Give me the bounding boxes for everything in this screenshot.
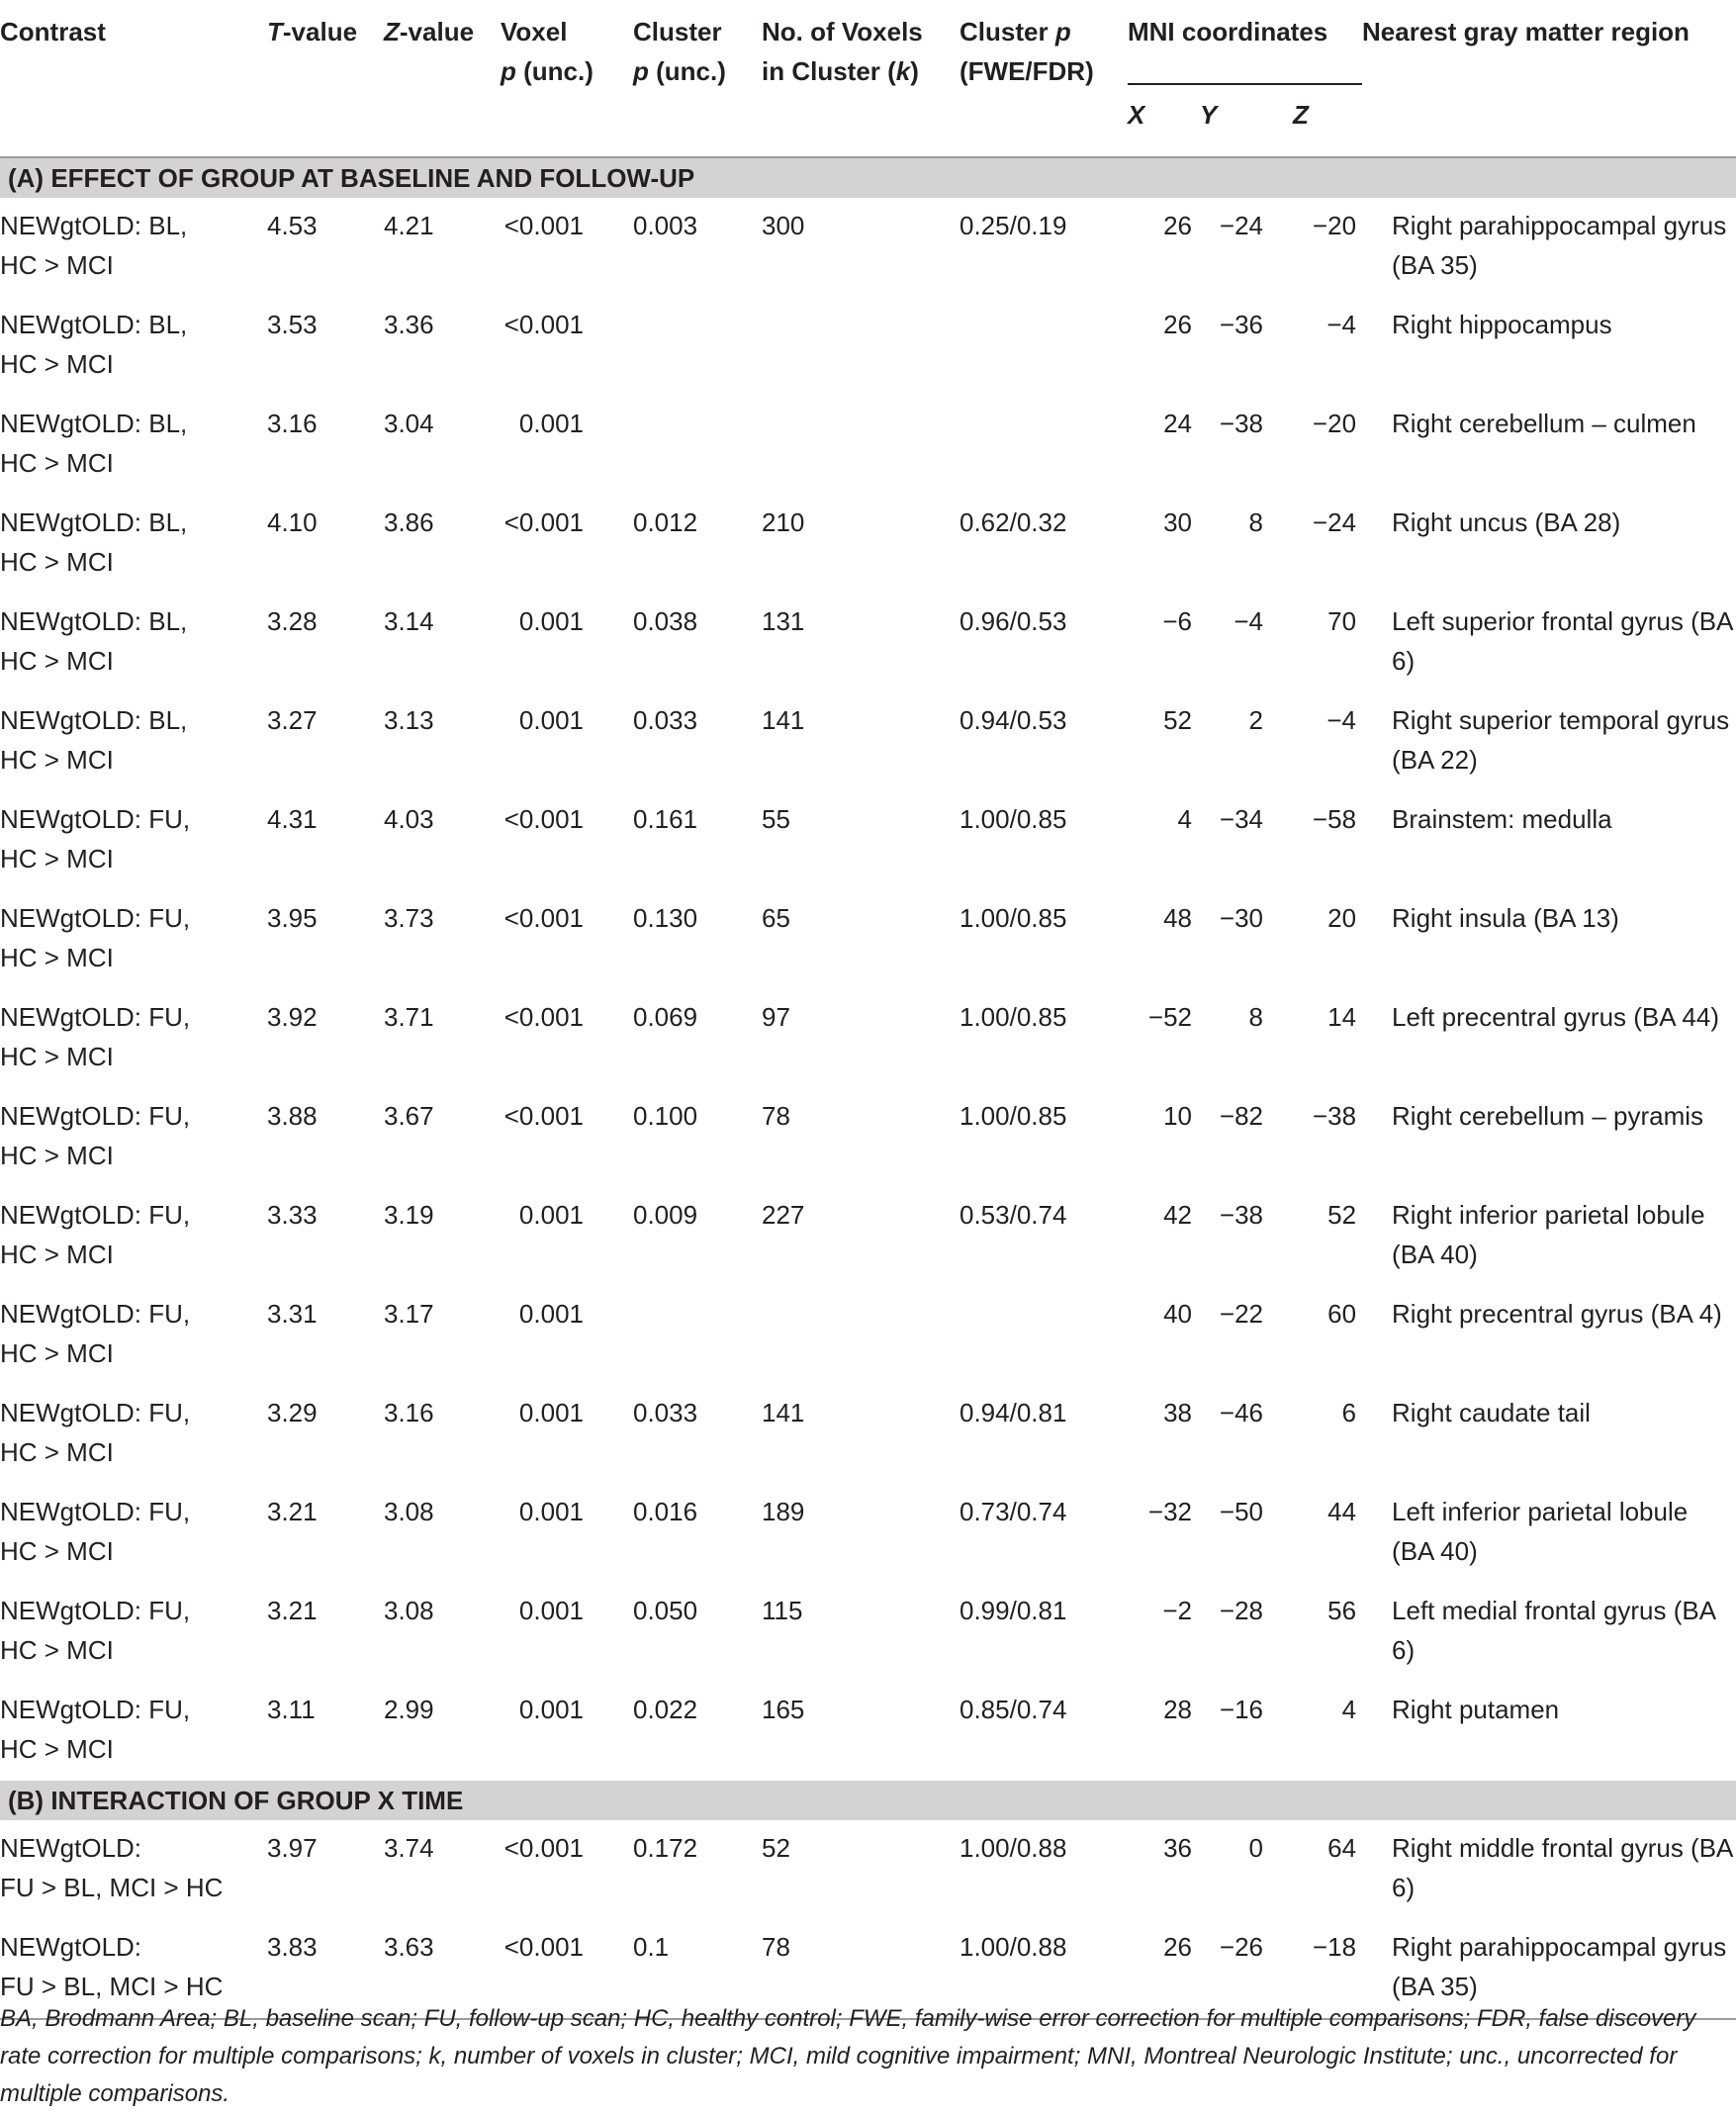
cell-contrast xyxy=(0,1484,267,1583)
cell-contrast-line: HC > MCI xyxy=(0,1240,114,1269)
cell-cluster-fwe: 0.53/0.74 xyxy=(959,1200,1067,1230)
cell-z-value: 3.13 xyxy=(384,705,434,735)
col-header-mni: MNI coordinates xyxy=(1128,0,1362,84)
table-row xyxy=(0,495,1736,594)
cell-contrast-line: NEWgtOLD: FU, xyxy=(0,1695,191,1724)
cell-region xyxy=(1362,989,1736,1088)
section-header xyxy=(0,157,1736,198)
cell-mni-y: −46 xyxy=(1219,1398,1263,1427)
cell-t-value: 3.33 xyxy=(267,1200,318,1230)
cell-cluster-fwe xyxy=(959,396,1128,495)
cell-mni-z: 60 xyxy=(1327,1299,1357,1329)
cell-contrast-line: NEWgtOLD: FU, xyxy=(0,1101,191,1131)
cell-cluster-fwe: 0.94/0.81 xyxy=(959,1398,1067,1427)
cell-mni-y: −82 xyxy=(1219,1101,1263,1131)
cell-cluster-p xyxy=(633,297,762,396)
cell-contrast xyxy=(0,692,267,791)
cell-mni-y: −50 xyxy=(1219,1497,1263,1526)
col-header-z: Z xyxy=(1293,100,1309,130)
cell-z-value: 3.63 xyxy=(384,1919,501,2019)
cell-mni-z: −4 xyxy=(1326,310,1357,339)
cell-mni-y: −30 xyxy=(1219,903,1263,933)
cell-mni-z: 14 xyxy=(1327,1002,1357,1032)
cell-contrast-line: HC > MCI xyxy=(0,844,114,874)
cell-voxels xyxy=(762,297,959,396)
cell-mni-z: −58 xyxy=(1312,804,1357,834)
cell-contrast-line: HC > MCI xyxy=(0,1734,114,1764)
cell-region-line: Left precentral gyrus (BA 44) xyxy=(1392,1002,1719,1032)
cell-mni-x: 40 xyxy=(1163,1299,1192,1329)
cell-t-value: 3.27 xyxy=(267,705,318,735)
cell-voxel-p: <0.001 xyxy=(503,310,584,339)
cell-contrast xyxy=(0,1682,267,1781)
cell-region xyxy=(1362,1385,1736,1484)
cell-region-line: Right insula (BA 13) xyxy=(1392,903,1619,933)
table-row xyxy=(0,1682,1736,1781)
cell-contrast xyxy=(0,791,267,890)
cell-cluster-p: 0.016 xyxy=(633,1497,698,1526)
cell-region-line: Right uncus (BA 28) xyxy=(1392,507,1621,537)
cell-mni-y: −16 xyxy=(1219,1695,1263,1724)
cell-cluster-fwe xyxy=(959,297,1128,396)
cell-contrast-line: HC > MCI xyxy=(0,646,114,676)
section-title: (A) EFFECT OF GROUP AT BASELINE AND FOLLOW-UP xyxy=(0,157,1736,198)
cell-t-value: 3.21 xyxy=(267,1596,318,1625)
cell-region-line: Right parahippocampal gyrus xyxy=(1392,211,1727,240)
col-header-region: Nearest gray matter region xyxy=(1362,17,1690,46)
cell-contrast-line: FU > BL, MCI > HC xyxy=(0,1972,224,2001)
cell-cluster-p: 0.161 xyxy=(633,804,698,834)
cell-voxels: 78 xyxy=(762,1101,790,1131)
cell-mni-x: −52 xyxy=(1147,1002,1192,1032)
col-header-cluster-p: Cluster p (unc.) xyxy=(633,17,726,86)
cell-z-value: 4.03 xyxy=(384,804,434,834)
cell-contrast-line: NEWgtOLD: FU, xyxy=(0,1200,191,1230)
cell-mni-x: 24 xyxy=(1163,409,1192,438)
cell-t-value: 3.11 xyxy=(267,1695,316,1724)
cell-contrast-line: HC > MCI xyxy=(0,943,114,972)
cell-mni-z: 56 xyxy=(1327,1596,1357,1625)
col-header-contrast: Contrast xyxy=(0,17,106,46)
cell-cluster-p: 0.050 xyxy=(633,1596,698,1625)
table-row xyxy=(0,1187,1736,1286)
cell-region-line: Right inferior parietal lobule xyxy=(1392,1200,1705,1230)
cell-cluster-fwe: 1.00/0.85 xyxy=(959,903,1067,933)
cell-t-value: 4.53 xyxy=(267,211,318,240)
cell-contrast-line: NEWgtOLD: FU, xyxy=(0,1497,191,1526)
cell-cluster-fwe xyxy=(959,1286,1128,1385)
cell-region xyxy=(1362,396,1736,495)
cell-region xyxy=(1362,1583,1736,1682)
cell-contrast xyxy=(0,297,267,396)
cell-contrast-line: HC > MCI xyxy=(0,250,114,280)
cell-region-line: (BA 40) xyxy=(1392,1536,1478,1566)
cell-contrast-line: FU > BL, MCI > HC xyxy=(0,1873,224,1902)
cell-cluster-p: 0.033 xyxy=(633,705,698,735)
cell-mni-z: −20 xyxy=(1312,211,1357,240)
cell-region-line: Right precentral gyrus (BA 4) xyxy=(1392,1299,1722,1329)
cell-voxel-p: <0.001 xyxy=(501,1919,633,2019)
cell-region xyxy=(1362,1088,1736,1187)
cell-contrast xyxy=(0,1583,267,1682)
cell-region xyxy=(1362,1820,1736,1919)
cell-cluster-fwe: 0.62/0.32 xyxy=(959,507,1067,537)
cell-mni-y: −38 xyxy=(1219,1200,1263,1230)
cell-region-line: Right superior temporal gyrus xyxy=(1392,705,1730,735)
cell-voxel-p: 0.001 xyxy=(518,1200,584,1230)
cell-region-line: Right parahippocampal gyrus xyxy=(1392,1932,1727,1962)
cell-t-value: 4.31 xyxy=(267,804,318,834)
cell-region-line: Left medial frontal gyrus (BA 6) xyxy=(1392,1596,1715,1665)
cell-voxels: 189 xyxy=(762,1497,805,1526)
cell-cluster-fwe: 0.94/0.53 xyxy=(959,705,1067,735)
cell-z-value: 3.86 xyxy=(384,507,434,537)
cell-region xyxy=(1362,1484,1736,1583)
cell-region xyxy=(1362,594,1736,692)
table-row xyxy=(0,989,1736,1088)
cell-z-value: 3.08 xyxy=(384,1596,434,1625)
table-footnote: BA, Brodmann Area; BL, baseline scan; FU, follow-up scan; HC, healthy control; FWE, family-wise error correction for multiple comparisons; FDR, false discovery rate correction for multiple comparisons; k, number of voxels in cluster; MCI, mild cognitive impairment; MNI, Montreal Neurologic Institute; unc., uncorrected for multiple comparisons. xyxy=(0,2005,1696,2107)
cell-cluster-fwe: 1.00/0.88 xyxy=(959,1833,1067,1863)
cell-z-value: 3.14 xyxy=(384,606,434,636)
cell-t-value: 3.88 xyxy=(267,1101,318,1131)
cell-voxels: 55 xyxy=(762,804,790,834)
cell-mni-z: −38 xyxy=(1312,1101,1357,1131)
cell-mni-x: 26 xyxy=(1163,310,1192,339)
cell-mni-x: 52 xyxy=(1163,705,1192,735)
cell-cluster-p: 0.033 xyxy=(633,1398,698,1427)
cell-t-value: 4.10 xyxy=(267,507,318,537)
table-row xyxy=(0,1583,1736,1682)
cell-mni-z: −24 xyxy=(1312,507,1357,537)
cell-contrast xyxy=(0,594,267,692)
cell-cluster-fwe: 1.00/0.85 xyxy=(959,804,1067,834)
cell-cluster-fwe: 0.99/0.81 xyxy=(959,1596,1067,1625)
cell-voxel-p: 0.001 xyxy=(518,1299,584,1329)
cell-mni-z: 70 xyxy=(1327,606,1357,636)
cell-mni-y: −36 xyxy=(1219,310,1263,339)
cell-mni-y: 8 xyxy=(1248,1002,1263,1032)
cell-contrast-line: HC > MCI xyxy=(0,547,114,577)
cell-z-value: 3.17 xyxy=(384,1299,434,1329)
cell-t-value: 3.31 xyxy=(267,1299,318,1329)
cell-contrast-line: NEWgtOLD: xyxy=(0,1833,142,1863)
cell-mni-x: 36 xyxy=(1163,1833,1192,1863)
table-row xyxy=(0,594,1736,692)
cell-voxel-p: 0.001 xyxy=(518,606,584,636)
table-row xyxy=(0,1385,1736,1484)
cell-cluster-fwe: 1.00/0.85 xyxy=(959,1002,1067,1032)
cell-region xyxy=(1362,198,1736,297)
cell-mni-z: 20 xyxy=(1327,903,1357,933)
cell-voxel-p: <0.001 xyxy=(503,1002,584,1032)
cell-cluster-p xyxy=(633,396,762,495)
cell-region xyxy=(1362,791,1736,890)
cell-contrast-line: HC > MCI xyxy=(0,1635,114,1665)
cell-mni-y: −4 xyxy=(1233,606,1263,636)
section-header xyxy=(0,1781,1736,1820)
cell-contrast xyxy=(0,1385,267,1484)
table-row xyxy=(0,297,1736,396)
cell-cluster-fwe: 0.96/0.53 xyxy=(959,606,1067,636)
cell-mni-z: −18 xyxy=(1271,1919,1362,2019)
col-header-z-value: Z-value xyxy=(384,17,475,46)
cell-cluster-p: 0.009 xyxy=(633,1200,698,1230)
cell-contrast-line: HC > MCI xyxy=(0,1141,114,1170)
cell-z-value: 3.67 xyxy=(384,1101,434,1131)
cell-mni-y: 0 xyxy=(1248,1833,1263,1863)
table-row xyxy=(0,396,1736,495)
cell-contrast-line: NEWgtOLD: BL, xyxy=(0,606,188,636)
cell-contrast xyxy=(0,1286,267,1385)
cell-cluster-fwe: 0.73/0.74 xyxy=(959,1497,1067,1526)
cell-contrast-line: NEWgtOLD: BL, xyxy=(0,507,188,537)
cell-z-value: 3.73 xyxy=(384,903,434,933)
cell-voxel-p: <0.001 xyxy=(503,804,584,834)
cell-region xyxy=(1362,1286,1736,1385)
cell-mni-y: −28 xyxy=(1219,1596,1263,1625)
cell-voxels xyxy=(762,1286,959,1385)
cell-voxel-p: 0.001 xyxy=(518,1596,584,1625)
cell-cluster-p: 0.130 xyxy=(633,903,698,933)
cell-contrast xyxy=(0,989,267,1088)
cell-t-value: 3.92 xyxy=(267,1002,318,1032)
cell-cluster-fwe: 1.00/0.85 xyxy=(959,1101,1067,1131)
cell-contrast xyxy=(0,495,267,594)
cell-mni-y: −24 xyxy=(1219,211,1263,240)
cell-mni-x: 30 xyxy=(1163,507,1192,537)
cell-mni-y: 8 xyxy=(1248,507,1263,537)
cell-contrast xyxy=(0,198,267,297)
cell-region-line: Right cerebellum – pyramis xyxy=(1392,1101,1704,1131)
cell-voxel-p: 0.001 xyxy=(518,1398,584,1427)
cell-contrast-line: HC > MCI xyxy=(0,1536,114,1566)
cell-voxel-p: 0.001 xyxy=(518,1695,584,1724)
cell-z-value: 3.04 xyxy=(384,409,434,438)
cell-voxels: 165 xyxy=(762,1695,805,1724)
cell-t-value: 3.28 xyxy=(267,606,318,636)
cell-contrast-line: HC > MCI xyxy=(0,1338,114,1368)
cell-region xyxy=(1362,297,1736,396)
cell-region xyxy=(1362,495,1736,594)
cell-contrast-line: HC > MCI xyxy=(0,1042,114,1071)
cell-mni-x: 42 xyxy=(1163,1200,1192,1230)
cell-cluster-p: 0.038 xyxy=(633,606,698,636)
table-row xyxy=(0,198,1736,297)
cell-cluster-fwe: 0.25/0.19 xyxy=(959,211,1067,240)
cell-mni-z: 52 xyxy=(1327,1200,1357,1230)
cell-mni-x: −2 xyxy=(1162,1596,1192,1625)
cell-region xyxy=(1362,692,1736,791)
cell-mni-x: 38 xyxy=(1163,1398,1192,1427)
cell-voxels: 97 xyxy=(762,1002,790,1032)
cell-contrast xyxy=(0,396,267,495)
cell-contrast xyxy=(0,1088,267,1187)
cell-mni-y: −34 xyxy=(1219,804,1263,834)
cell-mni-x: 48 xyxy=(1163,903,1192,933)
cell-mni-x: 28 xyxy=(1163,1695,1192,1724)
cell-contrast-line: NEWgtOLD: xyxy=(0,1932,142,1962)
table-body xyxy=(0,157,1736,2019)
cell-voxels xyxy=(762,396,959,495)
cell-voxels: 210 xyxy=(762,507,805,537)
cell-voxels: 141 xyxy=(762,705,805,735)
cell-region xyxy=(1362,890,1736,989)
cell-voxel-p: 0.001 xyxy=(518,1497,584,1526)
cell-mni-y: −38 xyxy=(1219,409,1263,438)
cell-region-line: (BA 35) xyxy=(1392,1972,1478,2001)
cell-cluster-p: 0.1 xyxy=(633,1919,762,2019)
cell-contrast-line: NEWgtOLD: FU, xyxy=(0,1596,191,1625)
cell-z-value: 3.19 xyxy=(384,1200,434,1230)
cell-region-line: Right middle frontal gyrus (BA 6) xyxy=(1392,1833,1732,1902)
cell-region-line: (BA 40) xyxy=(1392,1240,1478,1269)
cell-mni-z: 44 xyxy=(1327,1497,1357,1526)
cell-contrast-line: NEWgtOLD: FU, xyxy=(0,804,191,834)
table-row xyxy=(0,1484,1736,1583)
cell-mni-z: 6 xyxy=(1341,1398,1357,1427)
cell-contrast-line: NEWgtOLD: BL, xyxy=(0,705,188,735)
cell-mni-x: −6 xyxy=(1162,606,1192,636)
cell-cluster-p: 0.003 xyxy=(633,211,698,240)
col-header-voxels: No. of Voxels in Cluster (k) xyxy=(762,17,923,86)
cell-z-value: 2.99 xyxy=(384,1695,434,1724)
cell-z-value: 3.36 xyxy=(384,310,434,339)
cell-region xyxy=(1362,1682,1736,1781)
cell-contrast-line: NEWgtOLD: FU, xyxy=(0,1398,191,1427)
cell-contrast xyxy=(0,1187,267,1286)
cell-mni-x: 10 xyxy=(1163,1101,1192,1131)
cell-voxel-p: <0.001 xyxy=(503,1101,584,1131)
cell-mni-x: 26 xyxy=(1163,211,1192,240)
cell-region-line: (BA 35) xyxy=(1392,250,1478,280)
cell-z-value: 4.21 xyxy=(384,211,434,240)
cell-t-value: 3.21 xyxy=(267,1497,318,1526)
cell-contrast-line: NEWgtOLD: BL, xyxy=(0,409,188,438)
cell-region xyxy=(1362,1187,1736,1286)
cell-z-value: 3.71 xyxy=(384,1002,434,1032)
col-header-voxel-p: Voxel p (unc.) xyxy=(501,17,594,86)
cell-voxel-p: 0.001 xyxy=(518,705,584,735)
cell-cluster-p: 0.100 xyxy=(633,1101,698,1131)
cell-cluster-p: 0.172 xyxy=(633,1833,698,1863)
cell-contrast xyxy=(0,1820,267,1919)
cell-contrast-line: HC > MCI xyxy=(0,745,114,775)
cell-region-line: Left superior frontal gyrus (BA 6) xyxy=(1392,606,1732,676)
cell-t-value: 3.83 xyxy=(267,1919,384,2019)
cell-mni-y: 2 xyxy=(1248,705,1263,735)
cell-cluster-p xyxy=(633,1286,762,1385)
table-row xyxy=(0,1286,1736,1385)
col-header-t-value: T-value xyxy=(267,17,358,46)
cell-mni-z: −20 xyxy=(1312,409,1357,438)
table-row xyxy=(0,1088,1736,1187)
cell-mni-y: −26 xyxy=(1192,1919,1271,2019)
table-row xyxy=(0,791,1736,890)
col-header-cluster-fwe: Cluster p (FWE/FDR) xyxy=(959,17,1094,86)
cell-region-line: Left inferior parietal lobule xyxy=(1392,1497,1689,1526)
cell-region-line: Right cerebellum – culmen xyxy=(1392,409,1696,438)
cell-region-line: Right putamen xyxy=(1392,1695,1560,1724)
header-row xyxy=(0,0,1736,84)
cell-voxel-p: <0.001 xyxy=(503,507,584,537)
section-title: (B) INTERACTION OF GROUP X TIME xyxy=(0,1781,1736,1820)
cell-contrast-line: NEWgtOLD: FU, xyxy=(0,1299,191,1329)
cell-mni-x: 26 xyxy=(1128,1919,1192,2019)
cell-region-line: Brainstem: medulla xyxy=(1392,804,1612,834)
cell-voxel-p: <0.001 xyxy=(503,1833,584,1863)
cell-contrast-line: HC > MCI xyxy=(0,448,114,478)
cell-z-value: 3.74 xyxy=(384,1833,434,1863)
cell-contrast-line: NEWgtOLD: FU, xyxy=(0,1002,191,1032)
cell-t-value: 3.95 xyxy=(267,903,318,933)
col-header-x: X xyxy=(1128,100,1145,130)
cell-contrast-line: NEWgtOLD: BL, xyxy=(0,310,188,339)
cell-contrast-line: NEWgtOLD: BL, xyxy=(0,211,188,240)
cell-cluster-fwe: 1.00/0.88 xyxy=(959,1919,1128,2019)
cell-voxels: 115 xyxy=(762,1596,803,1625)
cell-voxels: 65 xyxy=(762,903,790,933)
table-row xyxy=(0,1820,1736,1919)
cell-z-value: 3.08 xyxy=(384,1497,434,1526)
cell-mni-x: 4 xyxy=(1177,804,1192,834)
cell-voxel-p: <0.001 xyxy=(503,903,584,933)
cell-mni-x: −32 xyxy=(1147,1497,1192,1526)
cell-z-value: 3.16 xyxy=(384,1398,434,1427)
cell-mni-z: −4 xyxy=(1326,705,1357,735)
cell-t-value: 3.97 xyxy=(267,1833,318,1863)
table-row xyxy=(0,692,1736,791)
cell-contrast-line: HC > MCI xyxy=(0,1437,114,1467)
cell-t-value: 3.29 xyxy=(267,1398,318,1427)
cell-voxels: 131 xyxy=(762,606,805,636)
cell-mni-z: 64 xyxy=(1327,1833,1357,1863)
cell-t-value: 3.16 xyxy=(267,409,318,438)
cell-contrast-line: HC > MCI xyxy=(0,349,114,379)
cell-mni-y: −22 xyxy=(1219,1299,1263,1329)
cell-region-line: Right hippocampus xyxy=(1392,310,1612,339)
cell-voxels: 227 xyxy=(762,1200,805,1230)
cell-mni-z: 4 xyxy=(1341,1695,1357,1724)
cell-cluster-fwe: 0.85/0.74 xyxy=(959,1695,1067,1724)
cell-voxel-p: 0.001 xyxy=(518,409,584,438)
cell-cluster-p: 0.012 xyxy=(633,507,698,537)
cell-contrast xyxy=(0,890,267,989)
cell-cluster-p: 0.022 xyxy=(633,1695,698,1724)
col-header-y: Y xyxy=(1200,100,1218,130)
cell-voxels: 300 xyxy=(762,211,805,240)
table-row xyxy=(0,890,1736,989)
cell-cluster-p: 0.069 xyxy=(633,1002,698,1032)
cell-voxels: 52 xyxy=(762,1833,790,1863)
cell-voxels: 141 xyxy=(762,1398,805,1427)
cell-t-value: 3.53 xyxy=(267,310,318,339)
cell-region-line: Right caudate tail xyxy=(1392,1398,1591,1427)
cell-voxel-p: <0.001 xyxy=(503,211,584,240)
cell-region-line: (BA 22) xyxy=(1392,745,1478,775)
cell-voxels: 78 xyxy=(762,1919,959,2019)
cell-contrast-line: NEWgtOLD: FU, xyxy=(0,903,191,933)
